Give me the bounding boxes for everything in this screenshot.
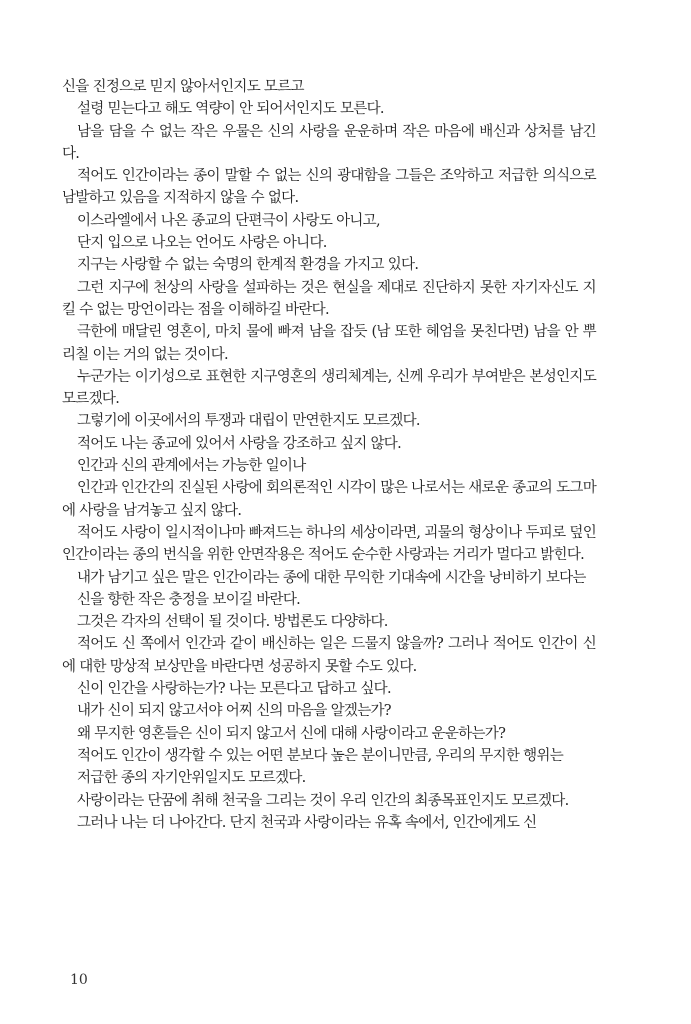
paragraph: 신을 진정으로 믿지 않아서인지도 모르고 — [62, 79, 304, 95]
paragraph: 저급한 종의 자기안위일지도 모르겠다. — [77, 770, 306, 787]
paragraph: 지구는 사랑할 수 없는 숙명의 한계적 환경을 가지고 있다. — [77, 257, 419, 274]
paragraph: 사랑이라는 단꿈에 취해 천국을 그리는 것이 우리 인간의 최종목표인지도 모르겠다. — [77, 792, 569, 809]
paragraph: 남을 담을 수 없는 작은 우물은 신의 사랑을 운운하며 작은 마음에 배신과 상처를 남긴다. — [62, 123, 596, 162]
paragraph: 그런 지구에 천상의 사랑을 설파하는 것은 현실을 제대로 진단하지 못한 자기자신도 지킬 수 없는 망언이라는 점을 이해하길 바란다. — [62, 279, 596, 318]
paragraph: 누군가는 이기성으로 표현한 지구영혼의 생리체계는, 신께 우리가 부여받은 본성인지도 모르겠다. — [62, 368, 596, 408]
paragraph: 적어도 인간이 생각할 수 있는 어떤 분보다 높은 분이니만큼, 우리의 무지한 행위는 — [77, 747, 564, 764]
paragraph: 이스라엘에서 나온 종교의 단편극이 사랑도 아니고, — [77, 212, 380, 229]
paragraph: 적어도 사랑이 일시적이나마 빠져드는 하나의 세상이라면, 괴물의 형상이나 두피로 덮인 인간이라는 종의 번식을 위한 안면작용은 적어도 순수한 사랑과는 거리가 멀다고 밝힌다. — [62, 524, 596, 564]
paragraph: 그것은 각자의 선택이 될 것이다. 방법론도 다양하다. — [77, 614, 388, 631]
paragraph: 적어도 인간이라는 종이 말할 수 없는 신의 광대함을 그들은 조악하고 저급한 의식으로 남발하고 있음을 지적하지 않을 수 없다. — [62, 168, 596, 207]
paragraph: 극한에 매달린 영혼이, 마치 물에 빠져 남을 잡듯 (남 또한 헤엄을 못친다면) 남을 안 뿌리칠 이는 거의 없는 것이다. — [62, 324, 596, 363]
paragraph: 왜 무지한 영혼들은 신이 되지 않고서 신에 대해 사랑이라고 운운하는가? — [77, 725, 506, 742]
paragraph: 내가 신이 되지 않고서야 어찌 신의 마음을 알겠는가? — [77, 703, 391, 720]
paragraph: 그러나 나는 더 나아간다. 단지 천국과 사랑이라는 유혹 속에서, 인간에게도 신 — [77, 814, 537, 831]
paragraph: 설령 믿는다고 해도 역량이 안 되어서인지도 모른다. — [77, 101, 384, 118]
paragraph: 적어도 나는 종교에 있어서 사랑을 강조하고 싶지 않다. — [77, 435, 402, 452]
paragraph: 단지 입으로 나오는 언어도 사랑은 아니다. — [77, 235, 327, 252]
paragraph: 내가 남기고 싶은 말은 인간이라는 종에 대한 무익한 기대속에 시간을 낭비하기 보다는 — [77, 569, 586, 586]
paragraph: 신이 인간을 사랑하는가? 나는 모른다고 답하고 싶다. — [77, 681, 391, 698]
page-number: 10 — [70, 972, 88, 988]
paragraph: 적어도 신 쪽에서 인간과 같이 배신하는 일은 드물지 않을까? 그러나 적어도 인간이 신에 대한 망상적 보상만을 바란다면 성공하지 못할 수도 있다. — [62, 636, 596, 675]
paragraph: 신을 향한 작은 충정을 보이길 바란다. — [77, 591, 301, 608]
paragraph: 인간과 신의 관계에서는 가능한 일이나 — [77, 458, 306, 475]
paragraph: 인간과 인간간의 진실된 사랑에 회의론적인 시각이 많은 나로서는 새로운 종교의 도그마에 사랑을 남겨놓고 싶지 않다. — [62, 480, 596, 519]
body-text — [62, 76, 596, 834]
paragraph: 그렇기에 이곳에서의 투쟁과 대립이 만연한지도 모르겠다. — [77, 413, 420, 430]
